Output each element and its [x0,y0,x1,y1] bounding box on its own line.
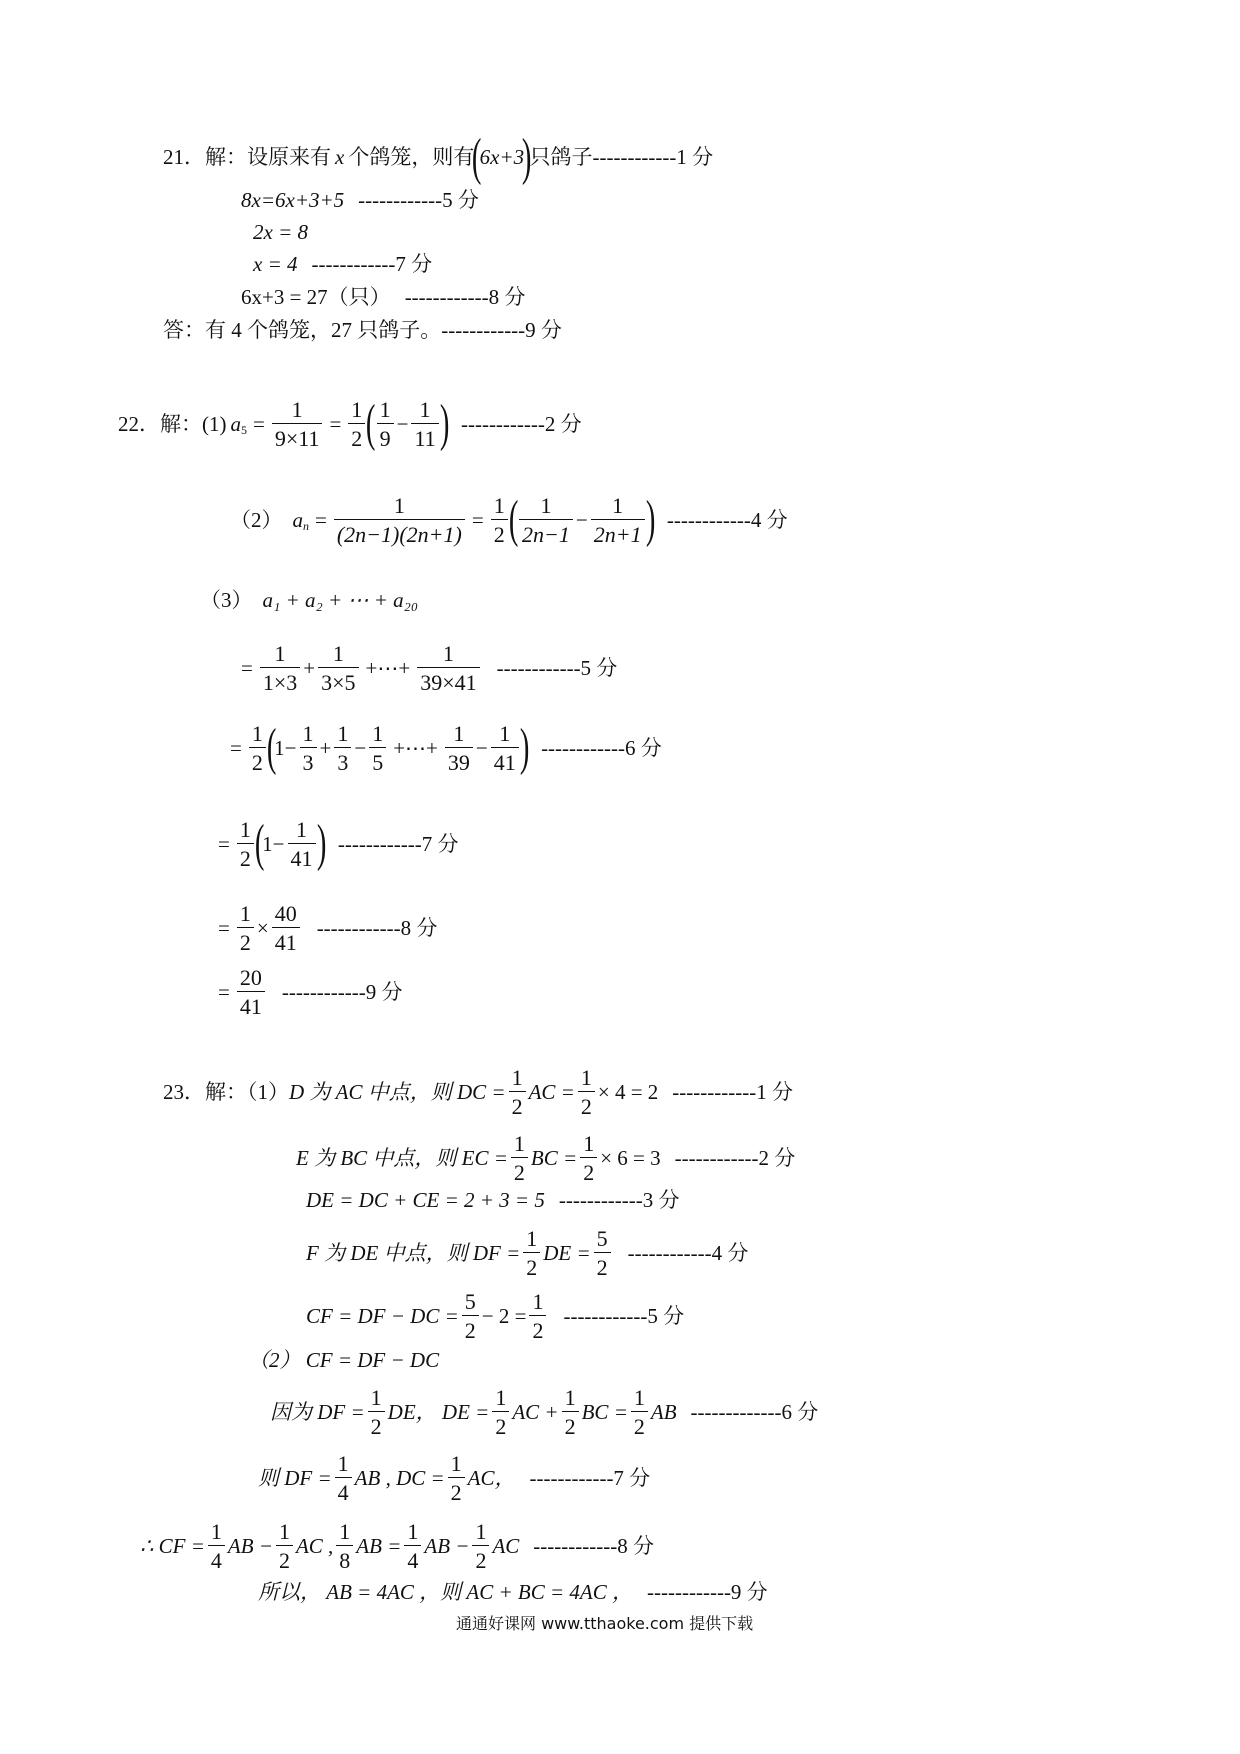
q21-line1 [163,129,714,186]
denominator: 1×3 [260,667,300,694]
score-mark: ------------5 分 [358,188,479,212]
fraction [492,1386,509,1438]
denominator: 9×11 [272,423,323,450]
numerator: 1 [339,1519,351,1544]
q21-text-a: 21．解：设原来有 [163,145,331,170]
plus: + [319,735,332,760]
q22-s5 [214,966,403,1018]
ellipsis: +⋯+ [393,735,438,760]
minus: − [354,735,367,760]
equation: 6x+3 = 27（只） [241,285,391,309]
fraction [272,398,323,450]
fraction [377,398,394,450]
denominator: 2 [509,1091,526,1118]
denominator: 2 [511,1157,528,1184]
one: 1 [274,735,285,760]
q21-var-x: x [335,145,345,170]
numerator: 1 [210,1519,222,1544]
q22-s2 [226,719,662,777]
text: × 6 = 3 [600,1145,661,1170]
denominator: 2 [491,519,508,546]
q22-label: 22．解：(1) [118,411,227,436]
text: DE = [543,1240,591,1265]
denominator: 39×41 [417,667,479,694]
text: − 2 = [481,1303,527,1328]
denominator: 2 [562,1411,579,1438]
paren: ) [522,129,532,186]
denominator: 4 [404,1545,421,1572]
q22-part2 [230,491,788,549]
numerator: 1 [499,721,511,746]
text: AC , [295,1533,334,1558]
var-a: a [292,507,303,532]
fraction [237,966,265,1018]
fraction [631,1386,648,1438]
q21-text-c: 只鸽子 [529,145,593,170]
q21-step3 [253,254,432,275]
text: 所以， AB = 4AC ，则 AC + BC = 4AC ， [258,1580,634,1604]
q21-expr: 6x+3 [479,145,525,170]
fraction [237,902,254,954]
denominator: 41 [272,927,300,954]
denominator: 4 [335,1477,352,1504]
text: AB = [356,1533,402,1558]
text: AB , DC = [354,1465,445,1490]
score-mark: ------------7 分 [337,831,459,856]
fraction [368,1386,385,1438]
denominator: 2 [594,1252,611,1279]
fraction [562,1386,579,1438]
equals: = [230,735,242,760]
fraction [491,722,519,774]
fraction [260,642,300,694]
fraction [519,494,573,546]
score-mark: ------------5 分 [496,655,618,680]
q22-s4 [214,902,437,954]
paren: ) [519,719,530,777]
q23-line3 [306,1190,680,1211]
denominator: 39 [445,747,473,774]
numerator: 1 [379,397,391,422]
text: D 为 AC 中点，则 DC = [289,1079,506,1104]
q23-line8 [140,1520,654,1572]
equation: x = 4 [253,252,298,276]
numerator: 1 [393,493,405,518]
numerator: 1 [450,1451,462,1476]
denominator: 2 [492,1411,509,1438]
text: AC， [467,1465,516,1490]
numerator: 1 [511,1065,523,1090]
numerator: 40 [274,901,297,926]
numerator: 1 [526,1226,538,1251]
denominator: 2n+1 [591,519,645,546]
fraction [334,722,351,774]
equation: DE = DC + CE = 2 + 3 = 5 [306,1188,545,1212]
var-a: a [230,411,241,436]
denominator: 2 [523,1252,540,1279]
sum-expression: a₁ + a₂ + ⋯ + a₂₀ [262,588,419,612]
score-mark: ------------8 分 [404,285,526,309]
numerator: 1 [513,1131,525,1156]
text: AC + [512,1399,559,1424]
text: BC = [530,1145,578,1170]
score-mark: ------------7 分 [529,1465,651,1490]
q23-label: 23．解：（1） [163,1079,289,1104]
denominator: 8 [336,1545,353,1572]
numerator: 1 [407,1519,419,1544]
fraction [249,722,266,774]
minus: − [575,507,588,532]
numerator: 1 [370,1385,382,1410]
score-mark: ------------9 分 [281,979,403,1004]
fraction [272,902,300,954]
numerator: 1 [332,641,344,666]
fraction [417,642,479,694]
numerator: 1 [583,1131,595,1156]
paren: ) [439,395,450,453]
fraction [318,642,358,694]
fraction [529,1290,546,1342]
paren: ( [472,129,482,186]
equals: = [218,979,230,1004]
q23-line7 [258,1452,650,1504]
fraction [472,1520,489,1572]
denominator: 2 [448,1477,465,1504]
numerator: 1 [274,641,286,666]
text: 因为 DF = [270,1399,365,1424]
q23-line5 [306,1290,684,1342]
denominator: (2n−1)(2n+1) [334,519,465,546]
q21-step2 [253,222,308,243]
numerator: 5 [596,1226,608,1251]
answer-text: 答：有 4 个鸽笼，27 只鸽子。 [163,318,442,342]
denominator: 2 [249,747,266,774]
numerator: 1 [251,721,263,746]
fraction [523,1227,540,1279]
denominator: 2 [529,1315,546,1342]
one: 1 [262,831,273,856]
fraction [288,818,316,870]
fraction [591,494,645,546]
paren: ( [366,395,376,453]
denominator: 2 [368,1411,385,1438]
paren: ( [508,491,519,549]
equation: （2） CF = DF − DC [248,1348,440,1372]
score-mark: ------------5 分 [563,1303,685,1328]
q21-step4 [241,287,525,308]
denominator: 5 [369,747,386,774]
numerator: 1 [532,1289,544,1314]
fraction [276,1520,293,1572]
numerator: 1 [453,721,465,746]
denominator: 2 [578,1091,595,1118]
numerator: 1 [475,1519,487,1544]
score-mark: ------------4 分 [666,507,788,532]
denominator: 2 [462,1315,479,1342]
numerator: 1 [239,901,251,926]
fraction [448,1452,465,1504]
denominator: 11 [411,423,438,450]
equals: = [329,411,342,436]
denominator: 2 [348,423,365,450]
equals: = [218,831,230,856]
fraction [300,722,317,774]
q21-text-b: 个鸽笼，则有 [348,145,475,170]
score-mark: -------------6 分 [690,1399,819,1424]
text: AB − [424,1533,470,1558]
denominator: 4 [208,1545,225,1572]
numerator: 1 [580,1065,592,1090]
numerator: 1 [612,493,624,518]
text: AC [492,1533,520,1558]
score-mark: ------------2 分 [674,1145,796,1170]
plus: + [303,655,316,680]
denominator: 9 [377,423,394,450]
part-label: （3） [200,588,253,612]
score-mark: ------------9 分 [647,1580,768,1604]
paren: ( [266,719,277,777]
text: DE， DE = [387,1399,490,1424]
q23-line2 [296,1132,795,1184]
fraction [334,494,465,546]
fraction [369,722,386,774]
denominator: 3×5 [318,667,358,694]
text: BC = [581,1399,628,1424]
text: AB [650,1399,677,1424]
numerator: 1 [540,493,552,518]
fraction [578,1066,595,1118]
numerator: 1 [372,721,384,746]
denominator: 41 [237,991,265,1018]
equals: = [218,915,230,940]
denominator: 2 [276,1545,293,1572]
fraction [208,1520,225,1572]
fraction [462,1290,479,1342]
numerator: 1 [564,1385,576,1410]
score-mark: ------------3 分 [558,1188,680,1212]
fraction [445,722,473,774]
denominator: 2 [631,1411,648,1438]
fraction [491,494,508,546]
text: CF = DF − DC = [306,1303,459,1328]
fraction [237,818,254,870]
numerator: 1 [419,397,431,422]
text: × 4 = 2 [597,1079,659,1104]
equation: 2x = 8 [253,220,308,244]
text: AC = [528,1079,575,1104]
numerator: 1 [278,1519,290,1544]
fraction [336,1520,353,1572]
score-mark: ------------8 分 [316,915,438,940]
score-mark: ------------8 分 [533,1533,654,1558]
text: E 为 BC 中点，则 EC = [296,1145,508,1170]
q22-part3 [200,590,418,611]
fraction [594,1227,611,1279]
equals: = [315,507,327,532]
denominator: 41 [491,747,519,774]
numerator: 1 [337,721,349,746]
text: 则 DF = [258,1465,332,1490]
equals: = [241,655,253,680]
times: × [256,915,269,940]
score-mark: ------------1 分 [592,145,714,170]
denominator: 3 [334,747,351,774]
subscript: n [303,519,309,534]
numerator: 1 [493,493,505,518]
text: F 为 DE 中点，则 DF = [306,1240,521,1265]
footer [456,1616,753,1632]
numerator: 1 [633,1385,645,1410]
minus: − [272,831,285,856]
footer-text: 通通好课网 www.tthaoke.com 提供下载 [456,1614,754,1633]
numerator: 1 [302,721,314,746]
numerator: 1 [351,397,363,422]
numerator: 5 [464,1289,476,1314]
q23-line4 [306,1227,748,1279]
numerator: 1 [495,1385,507,1410]
minus: − [396,411,409,436]
numerator: 1 [239,817,251,842]
score-mark: ------------4 分 [627,1240,749,1265]
q23-line1 [163,1066,793,1118]
fraction [411,398,438,450]
denominator: 3 [300,747,317,774]
denominator: 2 [580,1157,597,1184]
equals: = [253,411,265,436]
score-mark: ------------9 分 [441,318,562,342]
denominator: 41 [288,843,316,870]
score-mark: ------------1 分 [672,1079,793,1104]
numerator: 1 [291,397,303,422]
fraction [335,1452,352,1504]
score-mark: ------------7 分 [311,252,433,276]
q21-step1 [241,190,479,211]
q23-line9 [258,1582,768,1603]
q22-s3 [214,815,459,873]
q22-s1 [237,642,617,694]
denominator: 2 [237,927,254,954]
subscript: 5 [241,423,247,438]
q22-part1 [118,395,582,453]
part-label: （2） [230,507,283,532]
numerator: 20 [239,965,262,990]
paren: ) [316,815,326,873]
numerator: 1 [442,641,454,666]
minus: − [475,735,488,760]
text: ∴ CF = [140,1533,205,1558]
denominator: 2 [472,1545,489,1572]
ellipsis: +⋯+ [365,655,411,680]
paren: ( [254,815,265,873]
q23-part2 [248,1350,439,1371]
fraction [404,1520,421,1572]
equation: 8x=6x+3+5 [241,188,345,212]
fraction [348,398,365,450]
fraction [580,1132,597,1184]
equals: = [471,507,484,532]
denominator: 2 [237,843,254,870]
score-mark: ------------2 分 [460,411,582,436]
numerator: 1 [337,1451,349,1476]
text: AB − [227,1533,273,1558]
numerator: 1 [296,817,308,842]
q23-line6 [270,1386,818,1438]
fraction [511,1132,528,1184]
paren: ) [645,491,656,549]
fraction [509,1066,526,1118]
score-mark: ------------6 分 [541,735,662,760]
denominator: 2n−1 [519,519,573,546]
q21-answer [163,320,562,341]
minus: − [284,735,297,760]
